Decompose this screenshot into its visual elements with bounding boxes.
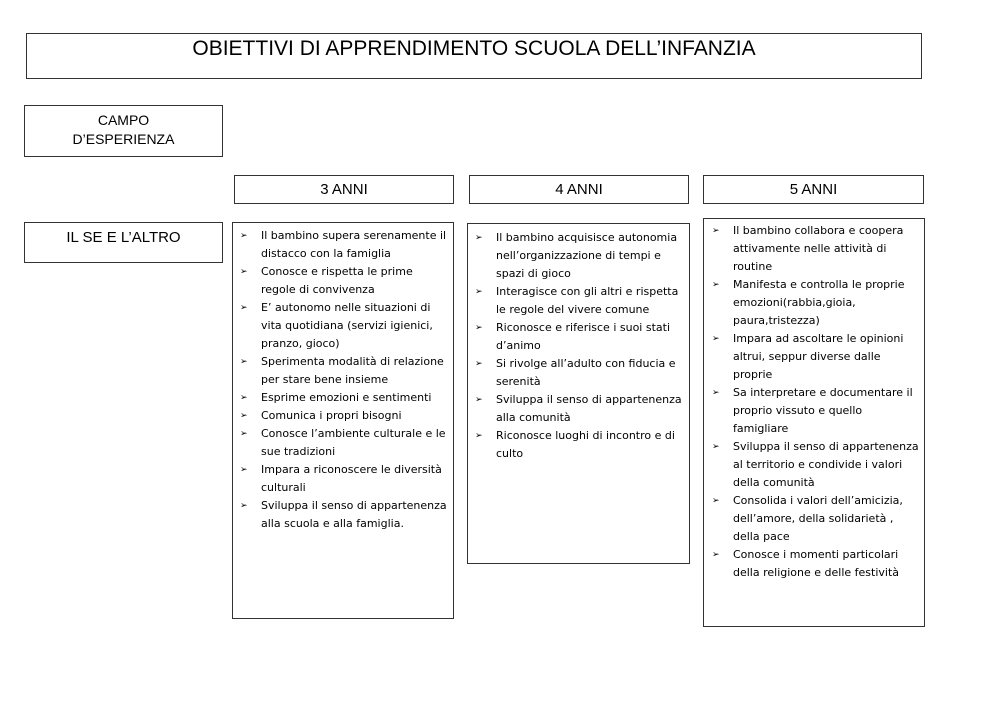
objective-text: Sviluppa il senso di appartenenza alla comunità	[496, 393, 682, 424]
year-header-3-text: 3 ANNI	[320, 181, 368, 198]
arrow-bullet-icon: ➢	[475, 359, 483, 369]
arrow-bullet-icon: ➢	[475, 287, 483, 297]
objectives-column-4-anni	[467, 223, 690, 564]
arrow-bullet-icon: ➢	[712, 334, 720, 344]
arrow-bullet-icon: ➢	[712, 226, 720, 236]
objectives-list	[475, 229, 683, 463]
objective-item	[240, 263, 447, 299]
year-header-4	[469, 175, 689, 204]
objective-text: Sperimenta modalità di relazione per stare bene insieme	[261, 355, 444, 386]
objective-item	[240, 227, 447, 263]
objective-text: Sviluppa il senso di appartenenza alla scuola e alla famiglia.	[261, 499, 447, 530]
page-title	[26, 33, 922, 79]
year-header-3	[234, 175, 454, 204]
objective-text: Sviluppa il senso di appartenenza al territorio e condivide i valori della comunità	[733, 440, 919, 489]
page-title-text: OBIETTIVI DI APPRENDIMENTO SCUOLA DELL’INFANZIA	[192, 37, 756, 60]
objective-text: Interagisce con gli altri e rispetta le regole del vivere comune	[496, 285, 679, 316]
objective-item	[475, 319, 683, 355]
objective-text: Riconosce luoghi di incontro e di culto	[496, 429, 675, 460]
arrow-bullet-icon: ➢	[240, 429, 248, 439]
area-label	[24, 222, 223, 263]
objective-text: Consolida i valori dell’amicizia, dell’amore, della solidarietà , della pace	[733, 494, 903, 543]
year-header-5	[703, 175, 924, 204]
campo-header-line-2: D’ESPERIENZA	[72, 131, 175, 147]
objective-item	[712, 276, 919, 330]
objective-item	[712, 546, 919, 582]
objective-item	[475, 229, 683, 283]
objective-text: Il bambino acquisisce autonomia nell’organizzazione di tempi e spazi di gioco	[496, 231, 678, 280]
objectives-column-5-anni	[703, 218, 925, 627]
arrow-bullet-icon: ➢	[712, 550, 720, 560]
objective-item	[475, 355, 683, 391]
objective-item	[712, 492, 919, 546]
arrow-bullet-icon: ➢	[240, 411, 248, 421]
campo-esperienza-header	[24, 105, 223, 157]
objective-text: Conosce e rispetta le prime regole di convivenza	[261, 265, 413, 296]
arrow-bullet-icon: ➢	[475, 395, 483, 405]
arrow-bullet-icon: ➢	[240, 501, 248, 511]
objective-text: Comunica i propri bisogni	[261, 409, 402, 422]
arrow-bullet-icon: ➢	[712, 496, 720, 506]
objective-item	[240, 299, 447, 353]
arrow-bullet-icon: ➢	[240, 231, 248, 241]
objectives-list	[240, 227, 447, 533]
objective-item	[475, 427, 683, 463]
objective-item	[712, 330, 919, 384]
objective-item	[240, 461, 447, 497]
objective-item	[712, 438, 919, 492]
objective-item	[240, 389, 447, 407]
arrow-bullet-icon: ➢	[240, 303, 248, 313]
objectives-column-3-anni	[232, 222, 454, 619]
arrow-bullet-icon: ➢	[712, 280, 720, 290]
objective-text: Esprime emozioni e sentimenti	[261, 391, 432, 404]
objective-text: Sa interpretare e documentare il proprio vissuto e quello famigliare	[733, 386, 913, 435]
arrow-bullet-icon: ➢	[475, 323, 483, 333]
objective-item	[240, 353, 447, 389]
arrow-bullet-icon: ➢	[712, 442, 720, 452]
objective-text: Manifesta e controlla le proprie emozioni(rabbia,gioia, paura,tristezza)	[733, 278, 905, 327]
objective-text: Riconosce e riferisce i suoi stati d’animo	[496, 321, 671, 352]
campo-header-line-1: CAMPO	[97, 112, 150, 128]
objective-item	[475, 391, 683, 427]
objective-text: Si rivolge all’adulto con fiducia e serenità	[496, 357, 676, 388]
area-label-text: IL SE E L’ALTRO	[66, 229, 181, 246]
year-header-5-text: 5 ANNI	[789, 181, 838, 198]
objective-text: Conosce i momenti particolari della religione e delle festività	[733, 548, 900, 579]
arrow-bullet-icon: ➢	[475, 233, 483, 243]
objective-item	[240, 497, 447, 533]
objective-text: Conosce l’ambiente culturale e le sue tradizioni	[261, 427, 446, 458]
objective-item	[475, 283, 683, 319]
arrow-bullet-icon: ➢	[240, 357, 248, 367]
arrow-bullet-icon: ➢	[240, 393, 248, 403]
year-header-4-text: 4 ANNI	[555, 181, 603, 198]
objective-text: Il bambino collabora e coopera attivamente nelle attività di routine	[733, 224, 904, 273]
arrow-bullet-icon: ➢	[240, 267, 248, 277]
objective-item	[712, 222, 919, 276]
objectives-list	[712, 222, 919, 582]
objective-item	[240, 425, 447, 461]
objective-item	[240, 407, 447, 425]
objective-item	[712, 384, 919, 438]
objective-text: E’ autonomo nelle situazioni di vita quotidiana (servizi igienici, pranzo, gioco)	[261, 301, 433, 350]
objective-text: Impara a riconoscere le diversità culturali	[261, 463, 442, 494]
arrow-bullet-icon: ➢	[712, 388, 720, 398]
arrow-bullet-icon: ➢	[240, 465, 248, 475]
objective-text: Il bambino supera serenamente il distacco con la famiglia	[261, 229, 447, 260]
objective-text: Impara ad ascoltare le opinioni altrui, seppur diverse dalle proprie	[733, 332, 904, 381]
arrow-bullet-icon: ➢	[475, 431, 483, 441]
